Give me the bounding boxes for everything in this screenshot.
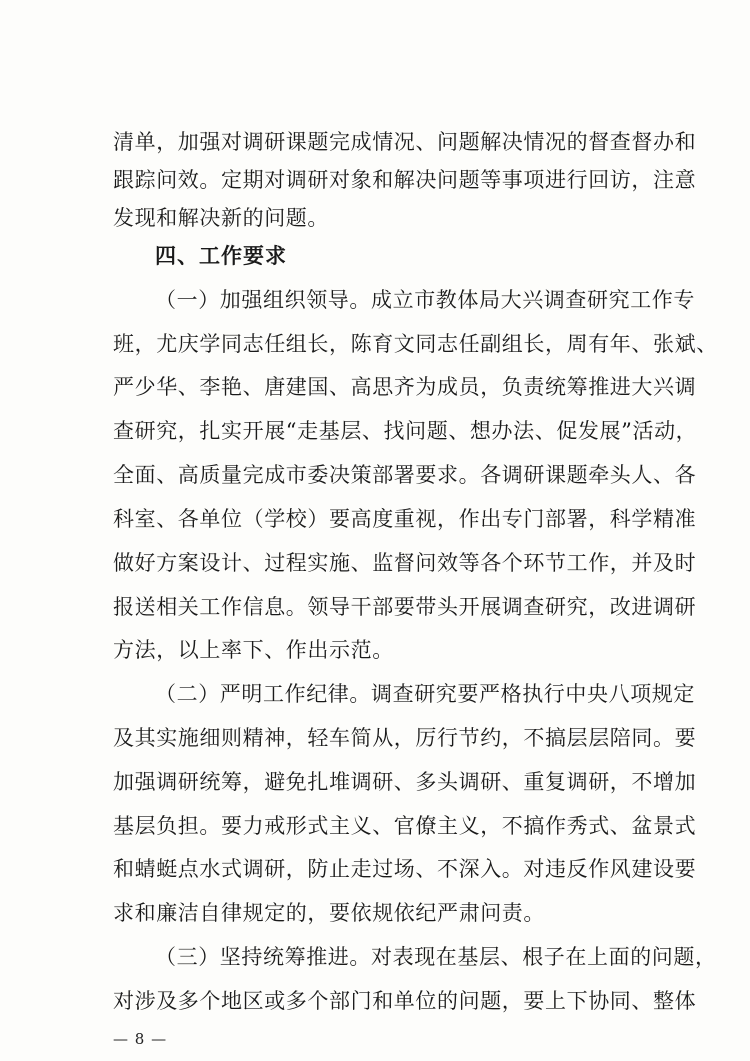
paragraph-line: （三）坚持统筹推进。对表现在基层、根子在上面的问题， bbox=[155, 945, 717, 969]
paragraph-line: 及其实施细则精神，轻车简从，厉行节约，不搞层层陪同。要 bbox=[113, 726, 697, 750]
paragraph-line: 加强调研统筹，避免扎堆调研、多头调研、重复调研，不增加 bbox=[113, 770, 697, 794]
paragraph-line: 清单，加强对调研课题完成情况、问题解决情况的督查督办和 bbox=[113, 130, 697, 154]
paragraph-line: 做好方案设计、过程实施、监督问效等各个环节工作，并及时 bbox=[113, 551, 697, 575]
paragraph-line: 跟踪问效。定期对调研对象和解决问题等事项进行回访，注意 bbox=[113, 168, 697, 192]
section-heading: 四、工作要求 bbox=[155, 244, 287, 268]
paragraph-line: 全面、高质量完成市委决策部署要求。各调研课题牵头人、各 bbox=[113, 463, 697, 487]
paragraph-line: 严少华、李艳、唐建国、高思齐为成员，负责统筹推进大兴调 bbox=[113, 375, 697, 399]
paragraph-line: （二）严明工作纪律。调查研究要严格执行中央八项规定 bbox=[155, 682, 695, 706]
paragraph-line: 方法，以上率下、作出示范。 bbox=[113, 638, 394, 662]
paragraph-line: 求和廉洁自律规定的，要依规依纪严肃问责。 bbox=[113, 901, 545, 925]
paragraph-line: 查研究，扎实开展“走基层、找问题、想办法、促发展”活动， bbox=[113, 419, 698, 443]
paragraph-line: 和蜻蜓点水式调研，防止走过场、不深入。对违反作风建设要 bbox=[113, 857, 697, 881]
page-number: — 8 — bbox=[113, 1030, 168, 1048]
paragraph-line: 报送相关工作信息。领导干部要带头开展调查研究，改进调研 bbox=[113, 595, 697, 619]
paragraph-line: （一）加强组织领导。成立市教体局大兴调查研究工作专 bbox=[155, 288, 695, 312]
paragraph-line: 科室、各单位（学校）要高度重视，作出专门部署，科学精准 bbox=[113, 507, 697, 531]
paragraph-line: 对涉及多个地区或多个部门和单位的问题，要上下协同、整体 bbox=[113, 989, 697, 1013]
paragraph-line: 发现和解决新的问题。 bbox=[113, 206, 329, 230]
paragraph-line: 班，尤庆学同志任组长，陈育文同志任副组长，周有年、张斌、 bbox=[113, 332, 718, 356]
paragraph-line: 基层负担。要力戒形式主义、官僚主义，不搞作秀式、盆景式 bbox=[113, 814, 697, 838]
